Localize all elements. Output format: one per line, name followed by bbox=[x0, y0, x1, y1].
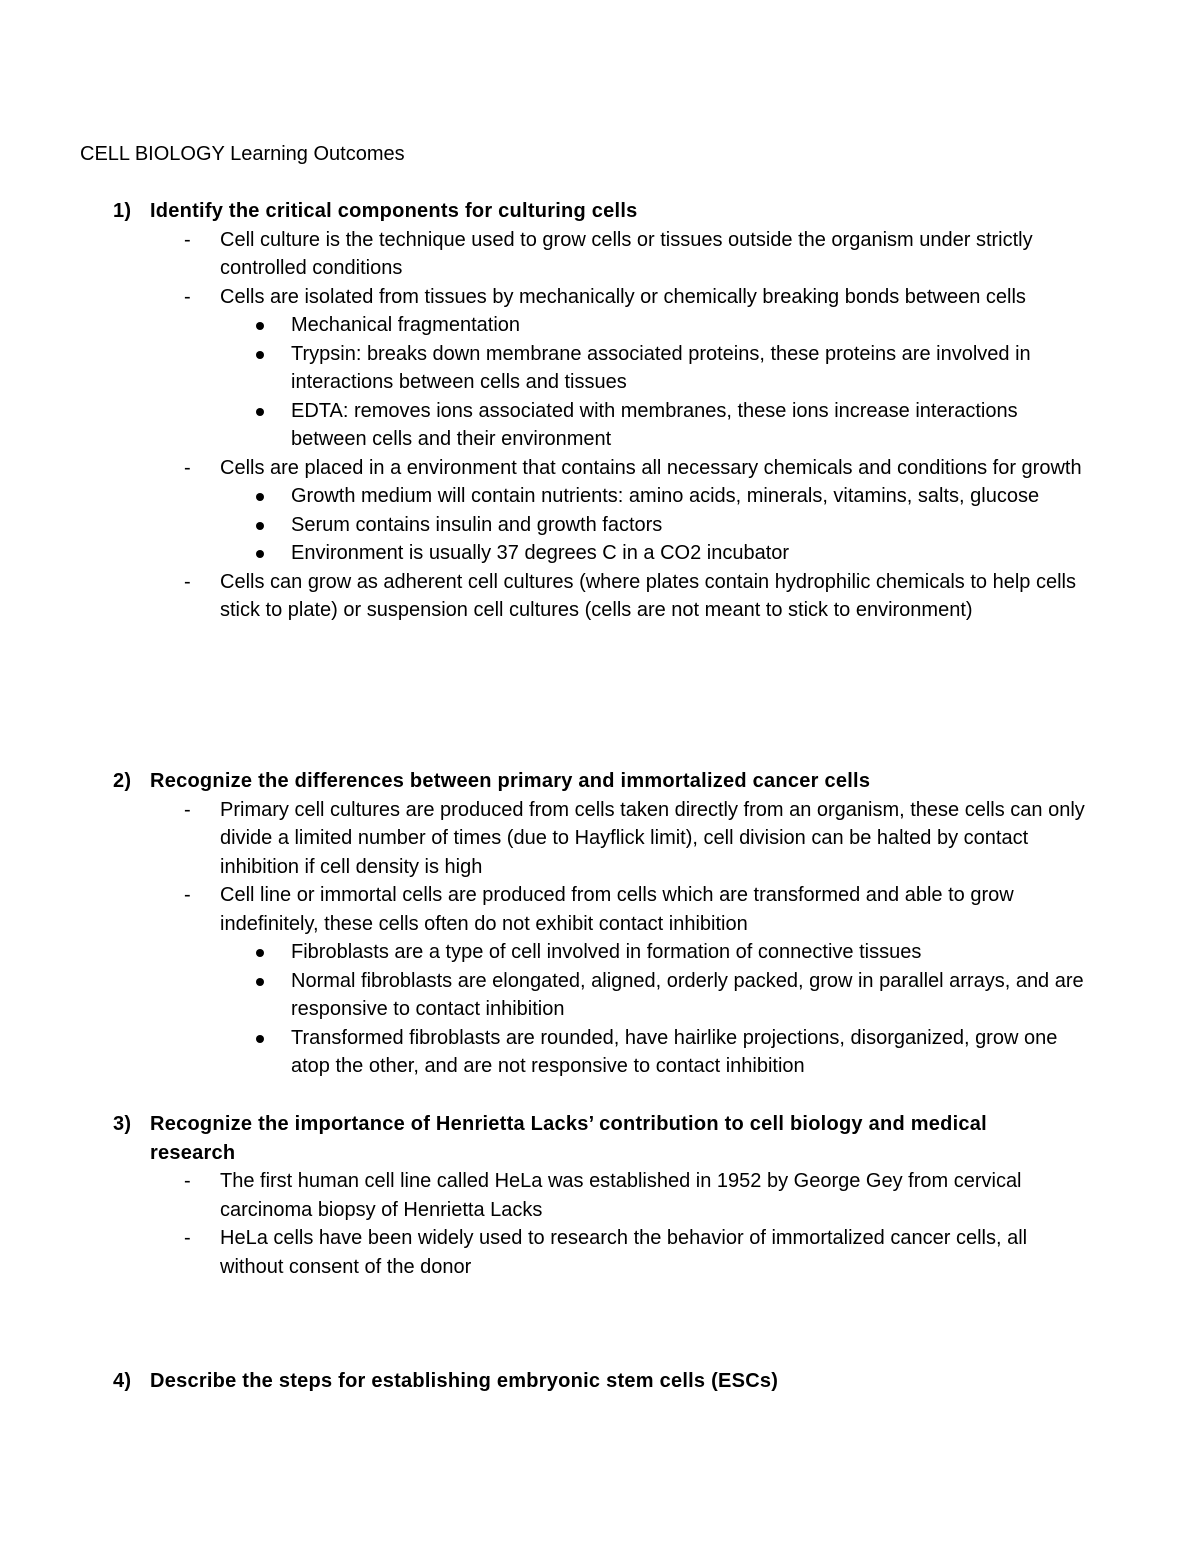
dash-marker: - bbox=[184, 570, 191, 593]
bullet-list-item bbox=[0, 311, 1091, 340]
section-4 bbox=[0, 1367, 1200, 1396]
bullet-item-text: Transformed fibroblasts are rounded, have hairlike projections, disorganized, grow one atop the other, and are not responsive to contact inhibition bbox=[291, 1026, 1058, 1077]
bullet-icon bbox=[256, 408, 264, 416]
section-1 bbox=[0, 197, 1200, 625]
section-number: 1) bbox=[113, 200, 132, 222]
bullet-item-text: Normal fibroblasts are elongated, aligned, orderly packed, grow in parallel arrays, and are responsive to contact inhibition bbox=[291, 969, 1084, 1020]
bullet-icon bbox=[256, 493, 264, 501]
dash-list-item bbox=[0, 1167, 1090, 1224]
bullet-item-text: Mechanical fragmentation bbox=[291, 314, 521, 336]
bullet-list-item bbox=[0, 938, 1091, 967]
bullet-list-item bbox=[0, 511, 1091, 540]
dash-list-item bbox=[0, 796, 1090, 882]
bullet-icon bbox=[256, 1035, 264, 1043]
dash-item-text: HeLa cells have been widely used to research the behavior of immortalized cancer cells, all without consent of the donor bbox=[220, 1227, 1028, 1278]
section-heading bbox=[0, 1367, 1040, 1396]
section-3 bbox=[0, 1110, 1200, 1281]
bullet-icon bbox=[256, 978, 264, 986]
bullet-item-text: Fibroblasts are a type of cell involved in formation of connective tissues bbox=[291, 941, 922, 963]
bullet-list-item bbox=[0, 482, 1091, 511]
bullet-icon bbox=[256, 322, 264, 330]
dash-list-item bbox=[0, 1224, 1090, 1281]
dash-marker: - bbox=[184, 456, 191, 479]
dash-item-text: The first human cell line called HeLa was established in 1952 by George Gey from cervical carcinoma biopsy of Henrietta Lacks bbox=[220, 1170, 1022, 1221]
section-2 bbox=[0, 767, 1200, 1081]
section-number: 3) bbox=[113, 1113, 132, 1135]
section-number: 4) bbox=[113, 1370, 132, 1392]
section-heading-text: Recognize the differences between primary and immortalized cancer cells bbox=[150, 770, 871, 792]
dash-marker: - bbox=[184, 1227, 191, 1249]
bullet-icon bbox=[256, 351, 264, 359]
bullet-item-text: EDTA: removes ions associated with membranes, these ions increase interactions between cells and their environment bbox=[291, 399, 1018, 450]
dash-marker: - bbox=[184, 285, 191, 308]
section-heading bbox=[0, 1110, 1040, 1167]
dash-item-text: Cell culture is the technique used to grow cells or tissues outside the organism under strictly controlled conditions bbox=[220, 228, 1033, 279]
bullet-item-text: Environment is usually 37 degrees C in a CO2 incubator bbox=[291, 542, 790, 564]
bullet-list-item bbox=[0, 967, 1091, 1024]
bullet-icon bbox=[256, 949, 264, 957]
section-heading-text: Identify the critical components for culturing cells bbox=[150, 200, 638, 222]
section-number: 2) bbox=[113, 770, 132, 792]
dash-list-item bbox=[0, 283, 1090, 312]
dash-marker: - bbox=[184, 884, 191, 906]
bullet-list-item bbox=[0, 539, 1091, 568]
dash-list-item bbox=[0, 568, 1090, 625]
page-title: CELL BIOLOGY Learning Outcomes bbox=[80, 143, 405, 165]
dash-item-text: Cell line or immortal cells are produced from cells which are transformed and able to grow indefinitely, these cells often do not exhibit contact inhibition bbox=[220, 884, 1014, 935]
dash-item-text: Cells are isolated from tissues by mechanically or chemically breaking bonds between cells bbox=[220, 285, 1026, 308]
dash-item-text: Primary cell cultures are produced from cells taken directly from an organism, these cells can only divide a limited number of times (due to Hayflick limit), cell division can be halted by contact inhibition if cell density is high bbox=[220, 798, 1085, 878]
dash-list-item bbox=[0, 881, 1090, 938]
bullet-icon bbox=[256, 522, 264, 530]
dash-list-item bbox=[0, 226, 1090, 283]
dash-item-text: Cells can grow as adherent cell cultures (where plates contain hydrophilic chemicals to help cells stick to plate) or suspension cell cultures (cells are not meant to stick to environment) bbox=[220, 570, 1076, 621]
dash-marker: - bbox=[184, 228, 191, 251]
dash-item-text: Cells are placed in a environment that contains all necessary chemicals and conditions for growth bbox=[220, 456, 1082, 479]
section-heading-text: Describe the steps for establishing embryonic stem cells (ESCs) bbox=[150, 1370, 779, 1392]
section-heading bbox=[0, 197, 1040, 226]
dash-marker: - bbox=[184, 1170, 191, 1192]
bullet-item-text: Serum contains insulin and growth factors bbox=[291, 513, 663, 536]
section-heading bbox=[0, 767, 1040, 796]
bullet-item-text: Trypsin: breaks down membrane associated proteins, these proteins are involved in interactions between cells and tissues bbox=[291, 342, 1031, 393]
section-heading-text: Recognize the importance of Henrietta Lacks’ contribution to cell biology and medical research bbox=[150, 1113, 987, 1164]
bullet-icon bbox=[256, 550, 264, 558]
bullet-list-item bbox=[0, 340, 1091, 397]
bullet-list-item bbox=[0, 1024, 1091, 1081]
dash-list-item bbox=[0, 454, 1090, 483]
dash-marker: - bbox=[184, 798, 191, 821]
bullet-list-item bbox=[0, 397, 1091, 454]
bullet-item-text: Growth medium will contain nutrients: amino acids, minerals, vitamins, salts, glucose bbox=[291, 485, 1040, 507]
